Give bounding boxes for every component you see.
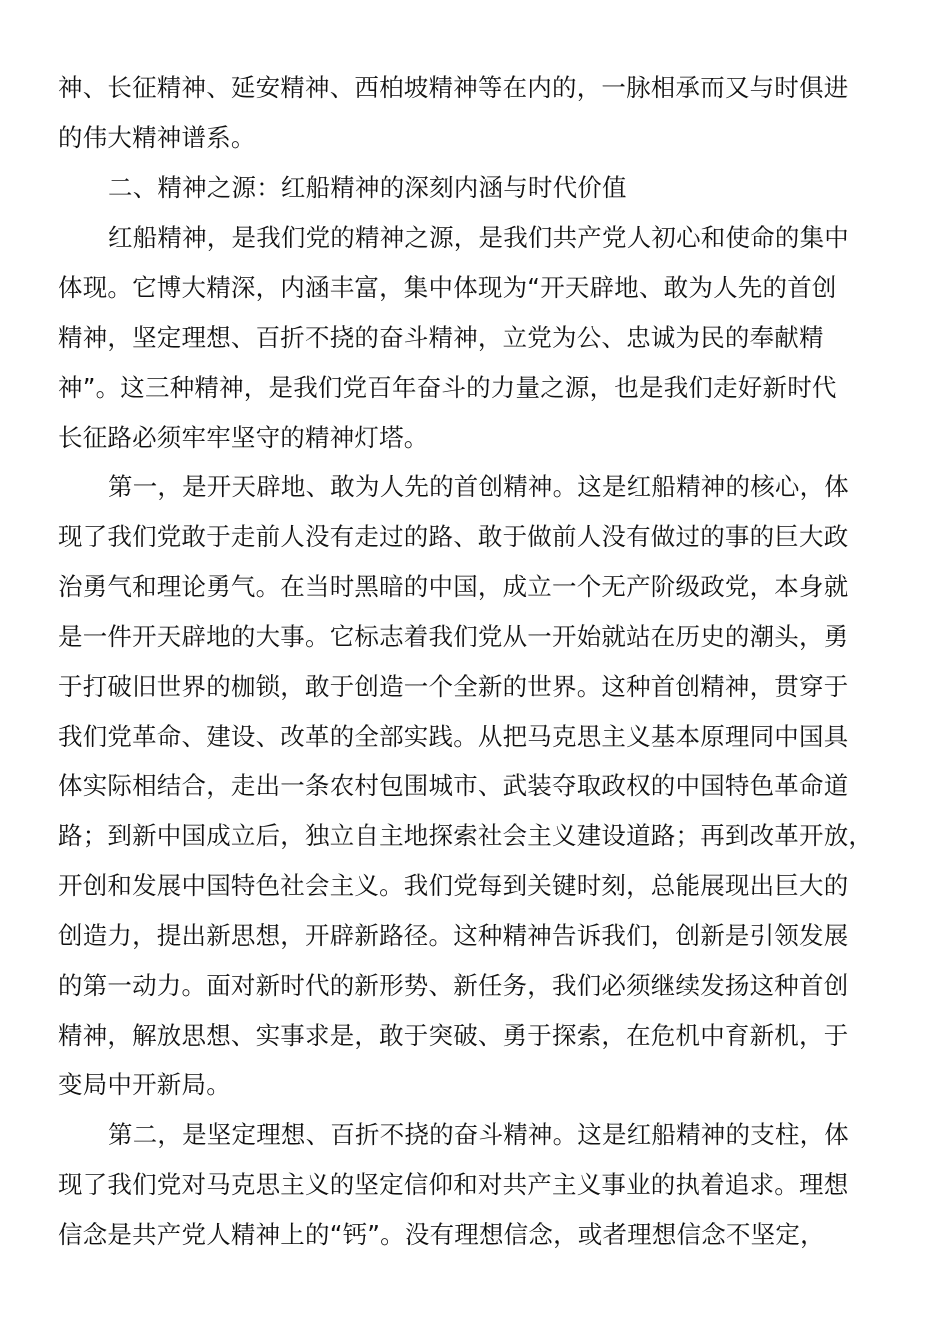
text-line: 我们党革命、建设、改革的全部实践。从把马克思主义基本原理同中国具 (58, 722, 849, 751)
text-line: 体实际相结合，走出一条农村包围城市、武装夺取政权的中国特色革命道 (58, 771, 849, 800)
text-line: 的第一动力。面对新时代的新形势、新任务，我们必须继续发扬这种首创 (58, 971, 849, 1000)
text-line: 现了我们党敢于走前人没有走过的路、敢于做前人没有做过的事的巨大政 (58, 522, 849, 551)
text-line: 是一件开天辟地的大事。它标志着我们党从一开始就站在历史的潮头，勇 (58, 622, 849, 651)
text-line: 开创和发展中国特色社会主义。我们党每到关键时刻，总能展现出巨大的 (58, 871, 849, 900)
text-line: 体现。它博大精深，内涵丰富，集中体现为“开天辟地、敢为人先的首创 (58, 273, 837, 302)
text-line: 的伟大精神谱系。 (58, 123, 256, 152)
text-line: 信念是共产党人精神上的“钙”。没有理想信念，或者理想信念不坚定， (58, 1220, 825, 1249)
text-line: 长征路必须牢牢坚守的精神灯塔。 (58, 423, 429, 452)
text-line: 路；到新中国成立后，独立自主地探索社会主义建设道路；再到改革开放， (58, 821, 874, 850)
text-line: 精神，坚定理想、百折不挠的奋斗精神，立党为公、忠诚为民的奉献精 (58, 323, 824, 352)
text-line: 神”。这三种精神，是我们党百年奋斗的力量之源，也是我们走好新时代 (58, 373, 837, 402)
text-line: 于打破旧世界的枷锁，敢于创造一个全新的世界。这种首创精神，贯穿于 (58, 672, 849, 701)
text-line: 第一，是开天辟地、敢为人先的首创精神。这是红船精神的核心，体 (108, 472, 849, 501)
text-line: 第二，是坚定理想、百折不挠的奋斗精神。这是红船精神的支柱，体 (108, 1120, 849, 1149)
text-line: 创造力，提出新思想，开辟新路径。这种精神告诉我们，创新是引领发展 (58, 921, 849, 950)
text-line: 变局中开新局。 (58, 1070, 231, 1099)
text-line: 治勇气和理论勇气。在当时黑暗的中国，成立一个无产阶级政党，本身就 (58, 572, 849, 601)
text-line: 神、长征精神、延安精神、西柏坡精神等在内的，一脉相承而又与时俱进 (58, 73, 849, 102)
text-line: 精神，解放思想、实事求是，敢于突破、勇于探索，在危机中育新机，于 (58, 1021, 849, 1050)
section-heading: 二、精神之源：红船精神的深刻内涵与时代价值 (108, 173, 627, 202)
text-line: 现了我们党对马克思主义的坚定信仰和对共产主义事业的执着追求。理想 (58, 1170, 849, 1199)
text-line: 红船精神，是我们党的精神之源，是我们共产党人初心和使命的集中 (108, 223, 849, 252)
